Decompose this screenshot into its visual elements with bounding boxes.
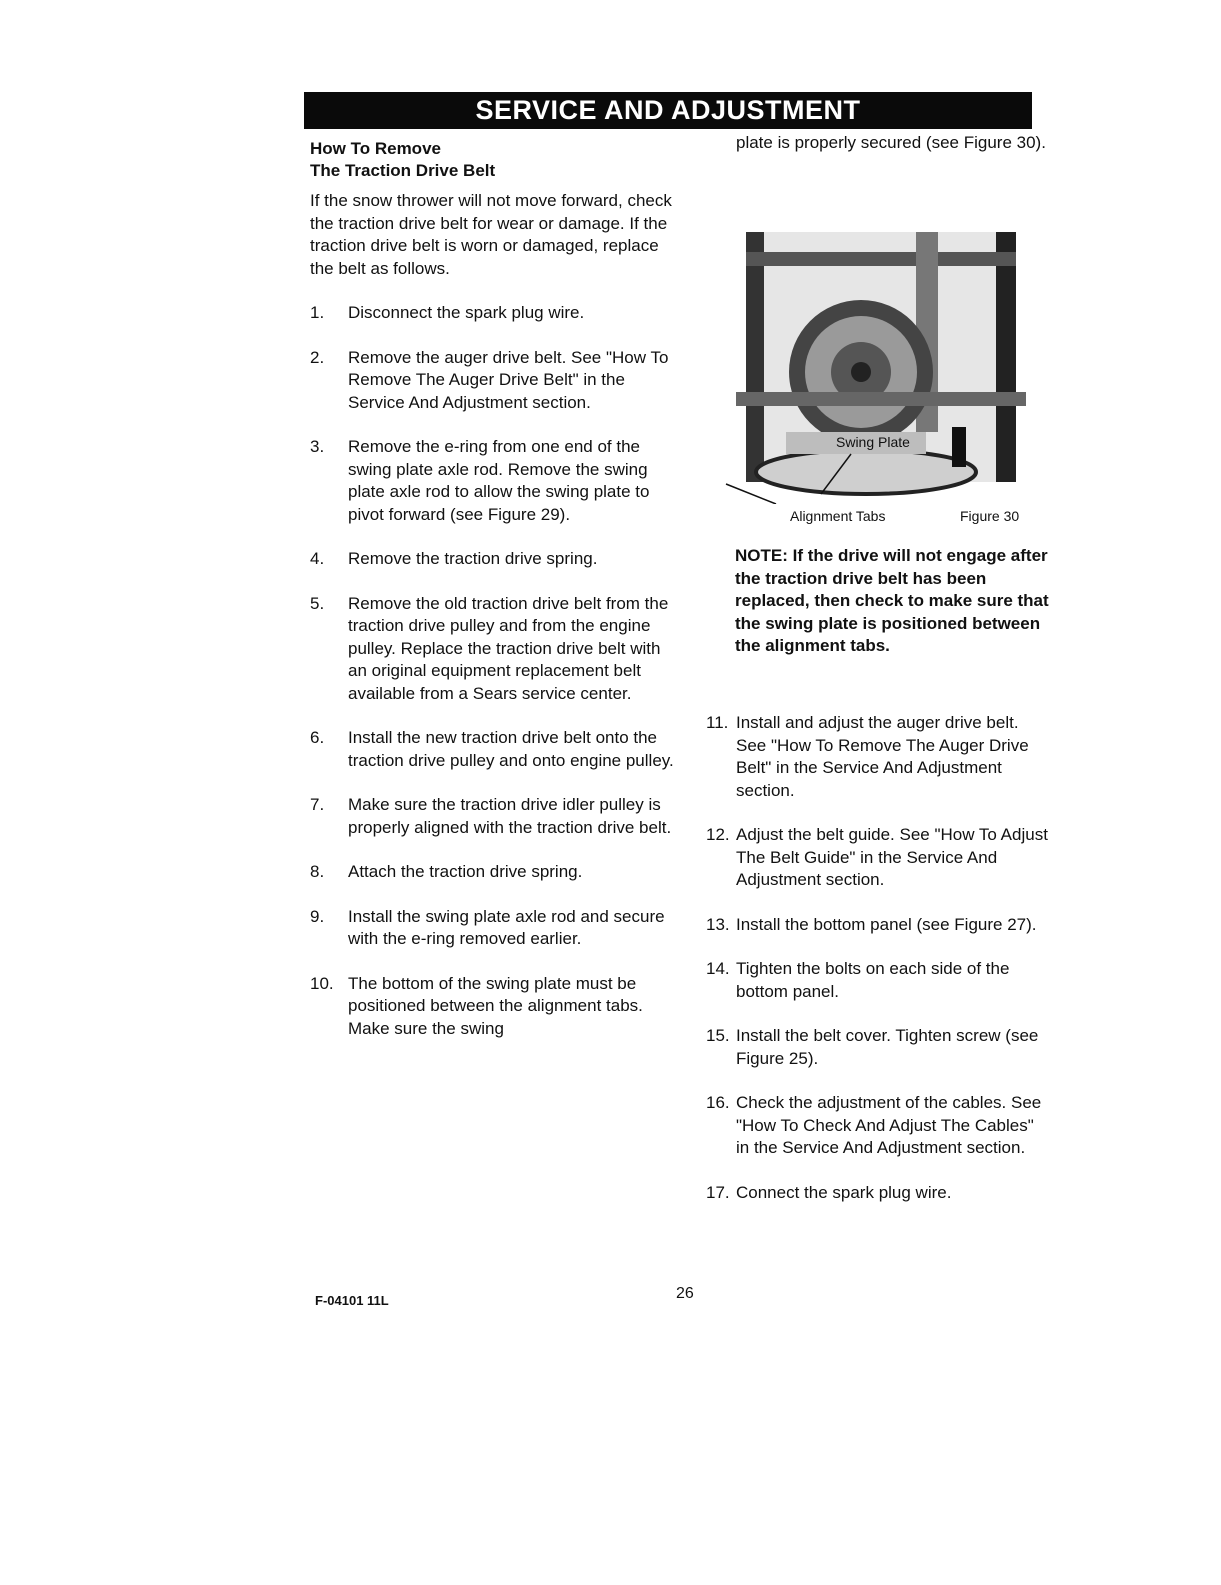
step-item (706, 1182, 1051, 1205)
step-text: Remove the old traction drive belt from the traction drive pulley and from the engine pulley. Replace the traction drive belt with an original equipment replacement belt available from a Sears service center. (348, 593, 669, 703)
step-number: 5. (310, 593, 325, 613)
step-number: 6. (310, 728, 325, 747)
step-text: Remove the traction drive spring. (348, 549, 598, 568)
step-text: Disconnect the spark plug wire. (348, 303, 585, 322)
step-item (706, 914, 1051, 937)
section-banner: SERVICE AND ADJUSTMENT (304, 92, 1032, 129)
step-item (310, 548, 675, 571)
step-item (310, 593, 675, 706)
step-number: 12. (706, 825, 730, 844)
step-item (310, 727, 675, 772)
page-number: 26 (676, 1285, 694, 1302)
step-text: Check the adjustment of the cables. See "How To Check And Adjust The Cables" in the Service And Adjustment section. (736, 1093, 1042, 1157)
step-text: Remove the auger drive belt. See "How To Remove The Auger Drive Belt" in the Service And Adjustment section. (348, 347, 669, 412)
document-code: F-04101 11L (315, 1293, 389, 1308)
step-number: 7. (310, 795, 325, 814)
swing-plate-illustration (716, 222, 1030, 504)
step-text: Install the new traction drive belt onto the traction drive pulley and onto engine pulley. (348, 728, 674, 770)
right-step-list (706, 712, 1051, 1226)
step-text: Adjust the belt guide. See "How To Adjust The Belt Guide" in the Service And Adjustment section. (736, 825, 1048, 889)
step-number: 14. (706, 959, 730, 978)
step-text: Remove the e-ring from one end of the swing plate axle rod. Remove the swing plate axle rod to allow the swing plate to pivot forward (see Figure 29). (348, 437, 650, 524)
heading-line-1: How To Remove (310, 139, 441, 158)
step-item (706, 1025, 1051, 1070)
figure-30-photo (716, 222, 1030, 504)
step-item (310, 973, 675, 1041)
step-number: 4. (310, 549, 325, 568)
step-10-continuation: plate is properly secured (see Figure 30). (736, 133, 1046, 152)
step-item (310, 906, 675, 951)
step-number: 16. (706, 1093, 730, 1112)
step-text: Install the belt cover. Tighten screw (see Figure 25). (736, 1026, 1039, 1068)
step-number: 11. (706, 713, 729, 732)
note-paragraph: NOTE: If the drive will not engage after the traction drive belt has been replaced, then check to make sure that the swing plate is positioned between the alignment tabs. (735, 546, 1049, 655)
step-number: 8. (310, 862, 325, 881)
step-number: 10. (310, 973, 334, 993)
step-text: Make sure the traction drive idler pulley is properly aligned with the traction drive belt. (348, 795, 672, 837)
step-item (706, 712, 1051, 802)
step-text: Tighten the bolts on each side of the bottom panel. (736, 959, 1010, 1001)
step-number: 13. (706, 914, 730, 934)
step-text: The bottom of the swing plate must be positioned between the alignment tabs. Make sure the swing (348, 973, 643, 1038)
step-number: 3. (310, 437, 325, 456)
section-heading (310, 138, 675, 182)
step-item (310, 436, 675, 526)
alignment-tabs-label: Alignment Tabs (790, 508, 886, 524)
step-item (310, 861, 675, 884)
step-text: Install and adjust the auger drive belt. See "How To Remove The Auger Drive Belt" in the Service And Adjustment section. (736, 713, 1029, 800)
step-item (706, 958, 1051, 1003)
step-text: Connect the spark plug wire. (736, 1182, 952, 1202)
right-column-top (706, 132, 1056, 183)
step-text: Install the bottom panel (see Figure 27). (736, 914, 1037, 934)
step-number: 15. (706, 1026, 730, 1045)
step-text: Install the swing plate axle rod and secure with the e-ring removed earlier. (348, 906, 665, 948)
step-item (310, 302, 675, 325)
step-number: 17. (706, 1182, 730, 1202)
left-column (310, 138, 675, 1062)
heading-line-2: The Traction Drive Belt (310, 161, 496, 180)
step-item (706, 1092, 1051, 1160)
step-item (310, 347, 675, 415)
step-text: Attach the traction drive spring. (348, 862, 583, 881)
step-number: 2. (310, 347, 325, 367)
step-item (706, 824, 1051, 892)
step-number: 9. (310, 906, 325, 926)
intro-paragraph: If the snow thrower will not move forward, check the traction drive belt for wear or damage. If the traction drive belt is worn or damaged, replace the belt as follows. (310, 191, 672, 278)
step-item (310, 794, 675, 839)
swing-plate-label: Swing Plate (836, 434, 910, 450)
figure-caption: Figure 30 (960, 508, 1020, 524)
step-number: 1. (310, 303, 325, 322)
